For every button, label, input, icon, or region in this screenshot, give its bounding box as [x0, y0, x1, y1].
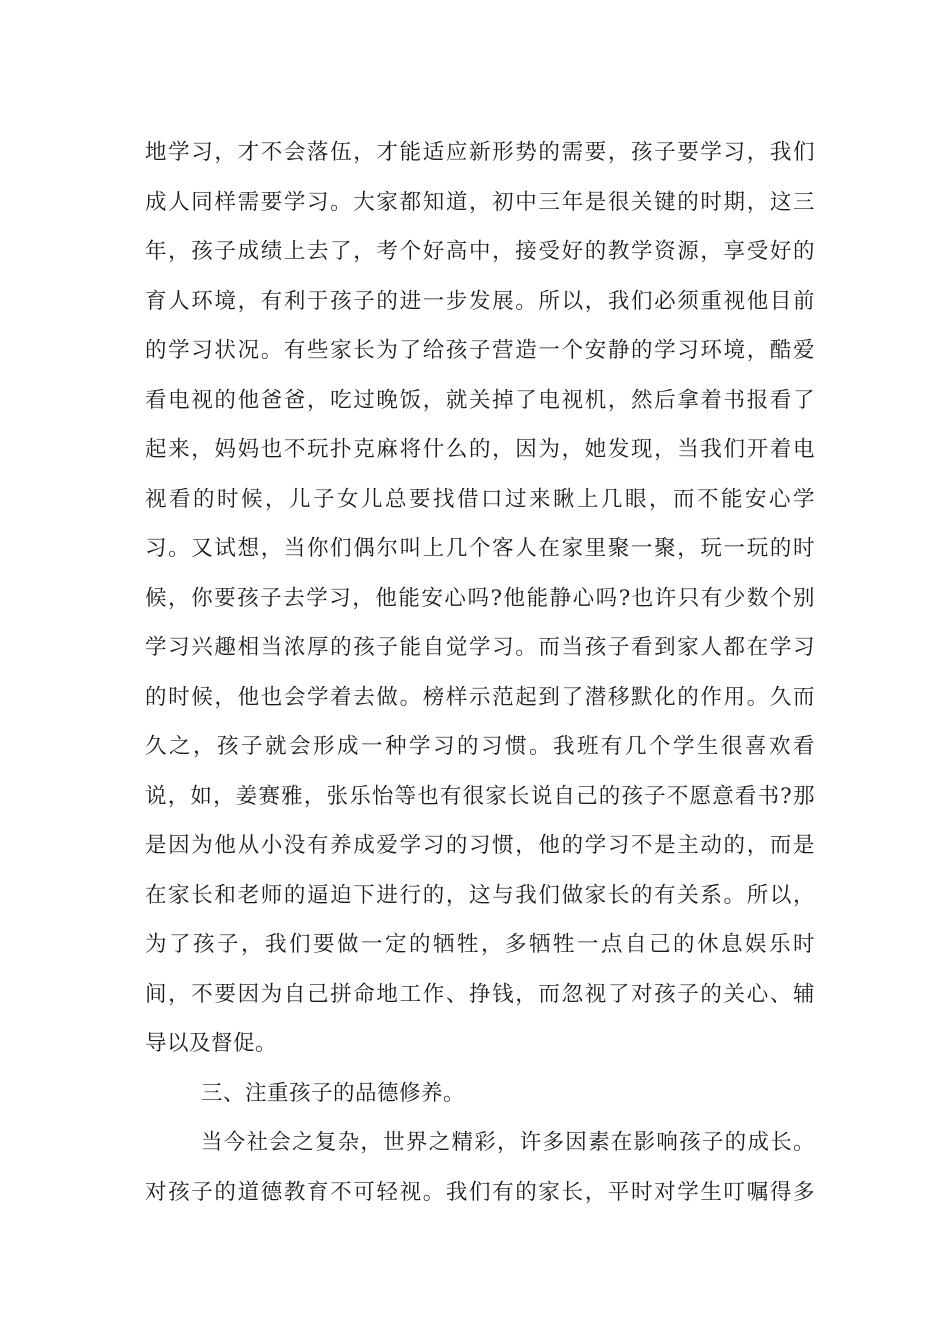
text-line: 说，如，姜赛雅，张乐怡等也有很家长说自己的孩子不愿意看书?那 [145, 783, 815, 809]
text-line: 当今社会之复杂，世界之精彩，许多因素在影响孩子的成长。 [201, 1130, 815, 1155]
text-line: 的学习状况。有些家长为了给孩子营造一个安静的学习环境，酷爱 [145, 338, 815, 363]
text-line: 起来，妈妈也不玩扑克麻将什么的，因为，她发现，当我们开着电 [145, 437, 815, 462]
text-line: 地学习，才不会落伍，才能适应新形势的需要，孩子要学习，我们 [145, 140, 815, 165]
text-line: 是因为他从小没有养成爱学习的习惯，他的学习不是主动的，而是 [145, 833, 815, 858]
text-line: 看电视的他爸爸，吃过晚饭，就关掉了电视机，然后拿着书报看了 [145, 387, 815, 413]
text-line: 导以及督促。 [145, 1031, 278, 1056]
text-line: 在家长和老师的逼迫下进行的，这与我们做家长的有关系。所以， [145, 882, 815, 908]
text-line: 育人环境，有利于孩子的进一步发展。所以，我们必须重视他目前 [145, 288, 815, 314]
text-line: 对孩子的道德教育不可轻视。我们有的家长，平时对学生叮嘱得多 [145, 1179, 815, 1205]
text-line: 视看的时候，儿子女儿总要找借口过来瞅上几眼，而不能安心学 [145, 486, 815, 512]
text-line: 为了孩子，我们要做一定的牺牲，多牺牲一点自己的休息娱乐时 [145, 932, 815, 957]
text-line: 三、注重孩子的品德修养。 [201, 1080, 466, 1106]
text-line: 习。又试想，当你们偶尔叫上几个客人在家里聚一聚，玩一玩的时 [145, 536, 815, 561]
text-line: 候，你要孩子去学习，他能安心吗?他能静心吗?也许只有少数个别 [145, 585, 815, 611]
text-line: 的时候，他也会学着去做。榜样示范起到了潜移默化的作用。久而 [145, 684, 815, 710]
text-line: 久之，孩子就会形成一种学习的习惯。我班有几个学生很喜欢看 [145, 734, 815, 759]
text-line: 成人同样需要学习。大家都知道，初中三年是很关键的时期，这三 [145, 189, 815, 215]
text-line: 间，不要因为自己拼命地工作、挣钱，而忽视了对孩子的关心、辅 [145, 981, 815, 1007]
document-body [145, 128, 815, 1217]
text-line: 年，孩子成绩上去了，考个好高中，接受好的教学资源，享受好的 [145, 239, 815, 264]
text-line: 学习兴趣相当浓厚的孩子能自觉学习。而当孩子看到家人都在学习 [145, 635, 815, 660]
